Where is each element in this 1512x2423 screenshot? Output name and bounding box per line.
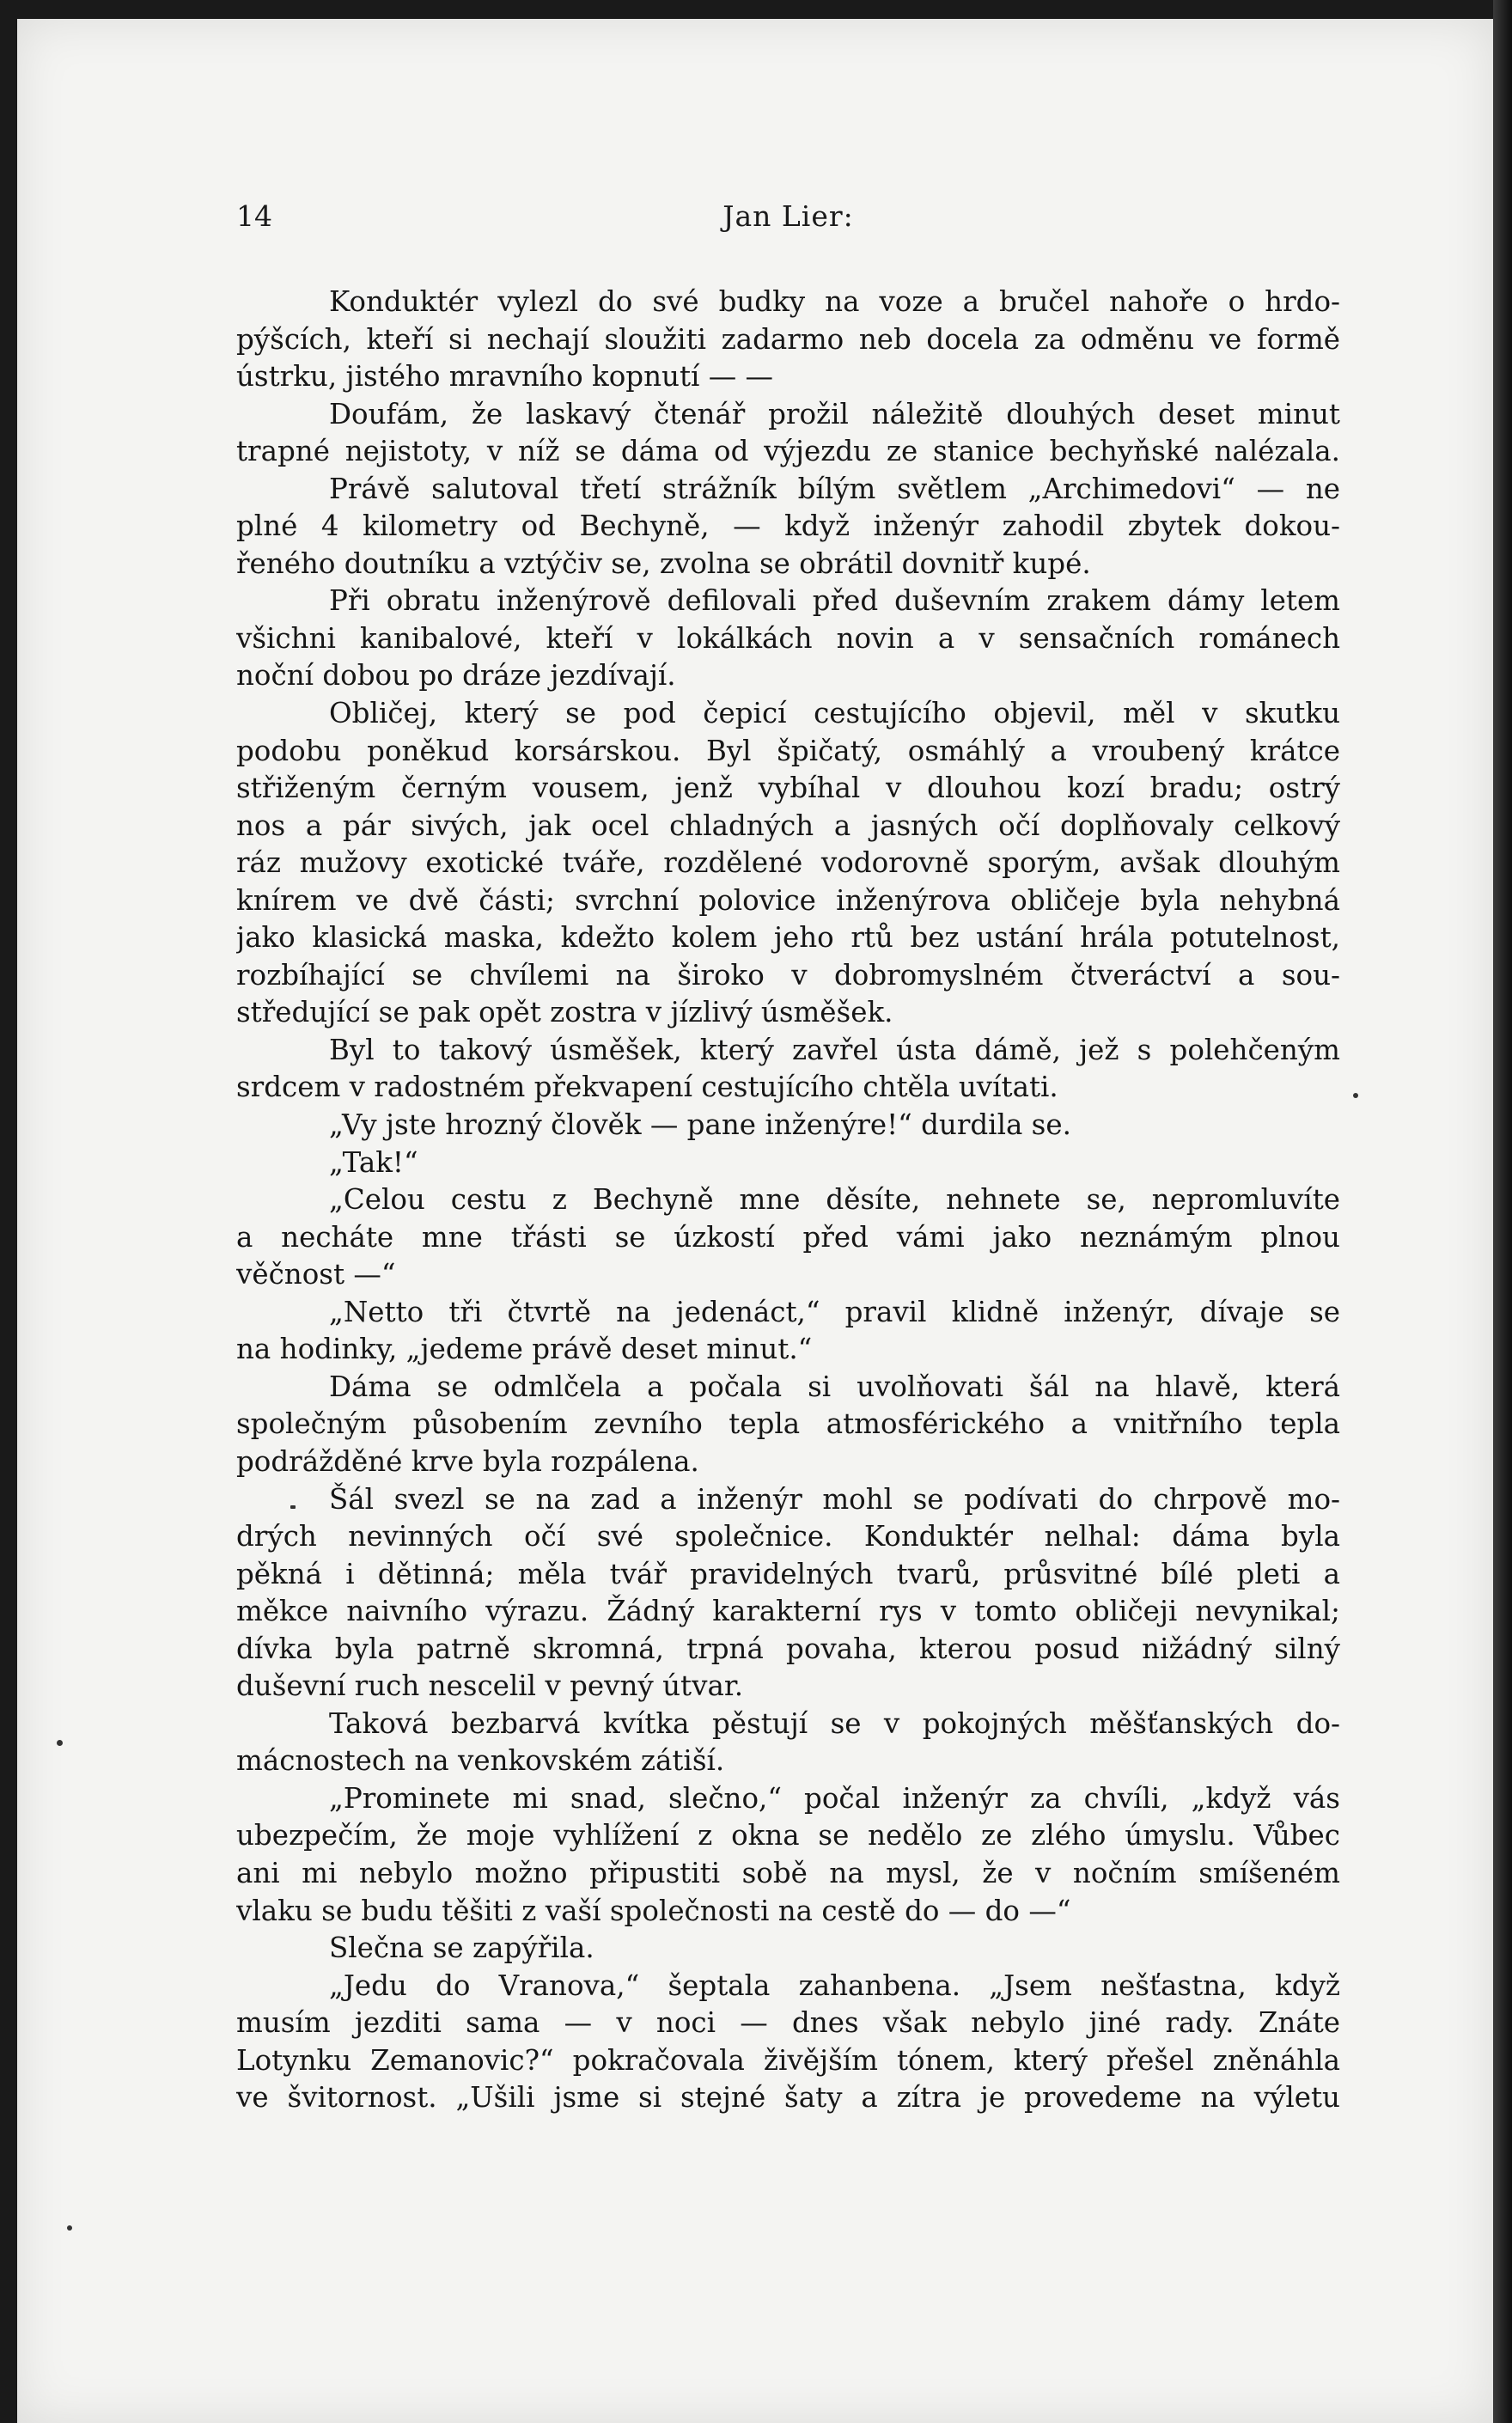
scan-speck bbox=[290, 1505, 296, 1509]
text-line: řeného doutníku a vztýčiv se, zvolna se obrátil dovnitř kupé. bbox=[236, 546, 1091, 580]
text-line: a necháte mne třásti se úzkostí před vámi jako neznámým plnou bbox=[236, 1220, 1340, 1254]
text-line: „Prominete mi snad, slečno,“ počal inženýr za chvíli, „když vás bbox=[329, 1781, 1340, 1815]
text-line: rozbíhající se chvílemi na široko v dobromyslném čtveráctví a sou- bbox=[236, 958, 1340, 992]
text-line: společným působením zevního tepla atmosférického a vnitřního tepla bbox=[236, 1407, 1340, 1441]
text-line: Dáma se odmlčela a počala si uvolňovati šál na hlavě, která bbox=[329, 1370, 1340, 1403]
text-line: „Celou cestu z Bechyně mne děsíte, nehnete se, nepromluvíte bbox=[329, 1183, 1340, 1217]
text-line: knírem ve dvě části; svrchní polovice inženýrova obličeje byla nehybná bbox=[236, 883, 1340, 917]
scan-speck bbox=[67, 2225, 72, 2231]
text-line: Obličej, který se pod čepicí cestujícího objevil, měl v skutku bbox=[329, 697, 1340, 730]
text-line: jako klasická maska, kdežto kolem jeho rtů bez ustání hrála potutelnost, bbox=[236, 921, 1340, 955]
text-line: „Tak!“ bbox=[329, 1145, 418, 1179]
text-line: srdcem v radostném překvapení cestujícího chtěla uvítati. bbox=[236, 1071, 1058, 1104]
page-edge-shadow bbox=[1493, 0, 1512, 2423]
page-number: 14 bbox=[236, 199, 272, 233]
text-line: pýšcích, kteří si nechají sloužiti zadarmo neb docela za odměnu ve formě bbox=[236, 322, 1340, 356]
text-line: podrážděné krve byla rozpálena. bbox=[236, 1444, 699, 1478]
running-head: Jan Lier: bbox=[722, 199, 854, 233]
text-line: Taková bezbarvá kvítka pěstují se v pokojných měšťanských do- bbox=[329, 1706, 1340, 1740]
text-line: Byl to takový úsměšek, který zavřel ústa dámě, jež s polehčeným bbox=[329, 1033, 1340, 1066]
text-line: Právě salutoval třetí strážník bílým světlem „Archimedovi“ — ne bbox=[329, 472, 1340, 505]
text-line: Doufám, že laskavý čtenář prožil náležitě dlouhých deset minut bbox=[329, 397, 1340, 430]
text-line: dívka byla patrně skromná, trpná povaha, kterou posud nižádný silný bbox=[236, 1632, 1340, 1665]
text-line: mácnostech na venkovském zátiší. bbox=[236, 1744, 725, 1778]
text-line: drých nevinných očí své společnice. Konduktér nelhal: dáma byla bbox=[236, 1520, 1340, 1553]
scan-speck bbox=[1353, 1093, 1358, 1098]
text-line: „Jedu do Vranova,“ šeptala zahanbena. „Jsem nešťastna, když bbox=[329, 1968, 1340, 2002]
text-line: měkce naivního výrazu. Žádný karakterní rys v tomto obličeji nevynikal; bbox=[236, 1595, 1340, 1628]
text-line: Šál svezl se na zad a inženýr mohl se podívati do chrpově mo- bbox=[329, 1482, 1340, 1516]
text-line: trapné nejistoty, v níž se dáma od výjezdu ze stanice bechyňské nalézala. bbox=[236, 435, 1340, 468]
text-line: nos a pár sivých, jak ocel chladných a jasných očí doplňovaly celkový bbox=[236, 809, 1340, 842]
text-line: ubezpečím, že moje vyhlížení z okna se nedělo ze zlého úmyslu. Vůbec bbox=[236, 1819, 1340, 1852]
text-line: „Vy jste hrozný člověk — pane inženýre!“ durdila se. bbox=[329, 1108, 1071, 1142]
text-line: na hodinky, „jedeme právě deset minut.“ bbox=[236, 1333, 813, 1366]
page-header bbox=[236, 199, 1340, 242]
text-line: noční dobou po dráze jezdívají. bbox=[236, 659, 676, 693]
text-line: Lotynku Zemanovic?“ pokračovala živějším tónem, který přešel zněnáhla bbox=[236, 2043, 1340, 2077]
text-line: věčnost —“ bbox=[236, 1258, 396, 1291]
scan-speck bbox=[57, 1740, 63, 1746]
text-line: ráz mužovy exotické tváře, rozdělené vodorovně sporým, avšak dlouhým bbox=[236, 846, 1340, 880]
text-line: střiženým černým vousem, jenž vybíhal v dlouhou kozí bradu; ostrý bbox=[236, 772, 1340, 805]
text-line: Slečna se zapýřila. bbox=[329, 1932, 594, 1965]
text-line: středující se pak opět zostra v jízlivý úsměšek. bbox=[236, 996, 893, 1029]
text-line: ani mi nebylo možno připustiti sobě na mysl, že v nočním smíšeném bbox=[236, 1856, 1340, 1889]
text-line: duševní ruch nescelil v pevný útvar. bbox=[236, 1669, 744, 1703]
text-line: ústrku, jistého mravního kopnutí — — bbox=[236, 360, 774, 394]
text-line: musím jezditi sama — v noci — dnes však nebylo jiné rady. Znáte bbox=[236, 2006, 1340, 2040]
text-line: „Netto tři čtvrtě na jedenáct,“ pravil klidně inženýr, dívaje se bbox=[329, 1295, 1340, 1328]
text-line: Při obratu inženýrově defilovali před duševním zrakem dámy letem bbox=[329, 584, 1340, 618]
text-line: pěkná i dětinná; měla tvář pravidelných tvarů, průsvitné bílé pleti a bbox=[236, 1557, 1340, 1590]
text-line: podobu poněkud korsárskou. Byl špičatý, osmáhlý a vroubený krátce bbox=[236, 734, 1340, 767]
text-line: Konduktér vylezl do své budky na voze a bručel nahoře o hrdo- bbox=[329, 285, 1340, 318]
text-line: plné 4 kilometry od Bechyně, — když inženýr zahodil zbytek dokou- bbox=[236, 510, 1340, 543]
body-text bbox=[236, 284, 1340, 2117]
text-line: vlaku se budu těšiti z vaší společnosti na cestě do — do —“ bbox=[236, 1894, 1071, 1927]
text-line: všichni kanibalové, kteří v lokálkách novin a v sensačních románech bbox=[236, 621, 1340, 655]
text-line: ve švitornost. „Ušili jsme si stejné šaty a zítra je provedeme na výletu bbox=[236, 2081, 1340, 2115]
